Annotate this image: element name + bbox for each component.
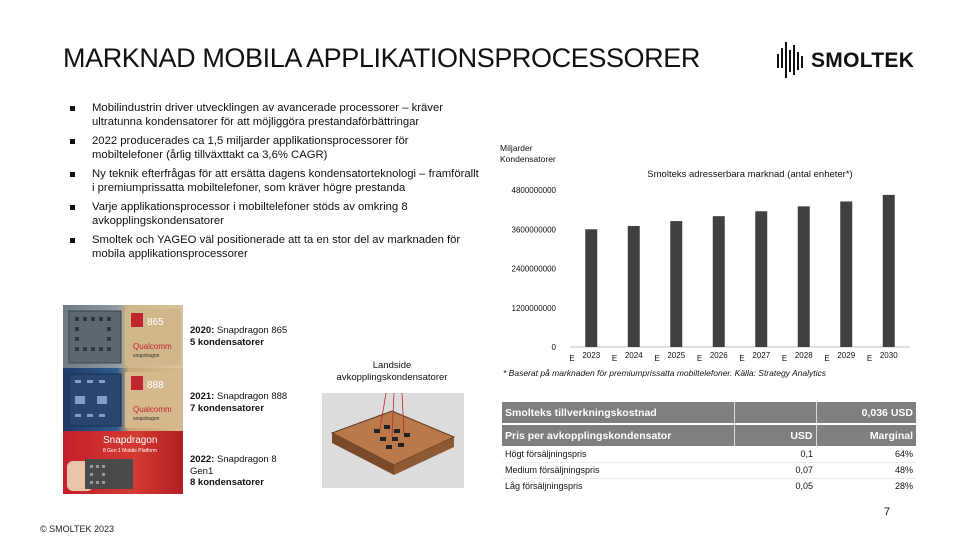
copyright: © SMOLTEK 2023 (40, 524, 114, 534)
x-tick-label: 2028 (794, 351, 813, 360)
chart-footnote: * Baserat på marknaden för premiumprissatta mobiltelefoner. Källa: Strategy Analytics (503, 368, 826, 378)
y-tick-label: 2400000000 (511, 264, 556, 274)
y-tick-label: 4800000000 (511, 186, 556, 195)
chip-name: Snapdragon 888 (216, 391, 288, 402)
cost-table (502, 402, 916, 494)
table-row (502, 446, 916, 462)
x-tick-suffix: E (654, 354, 660, 363)
cost-table-header-2 (502, 424, 916, 446)
chip-label-2022 (190, 454, 277, 489)
chart-ylabel-line2: Kondensatorer (500, 154, 556, 164)
chip-sub-text: 8 Gen 1 Mobile Platform (103, 448, 157, 454)
bullet-icon (70, 172, 75, 177)
chip-count: 7 kondensatorer (190, 402, 264, 414)
x-tick-suffix: E (866, 354, 873, 363)
x-tick-label: 2026 (709, 351, 728, 360)
bar-2025 (670, 221, 682, 347)
logo-text: SMOLTEK (811, 49, 915, 72)
table-row (502, 462, 916, 478)
bullet-item (70, 201, 480, 228)
price-header-margin: Marginal (816, 424, 916, 446)
cost-table-header-1 (502, 402, 916, 424)
x-tick-suffix: E (696, 354, 703, 363)
chip-count: 8 kondensatorer (190, 477, 264, 488)
manufacturing-cost-value: 0,036 USD (816, 402, 916, 424)
chip-name: Snapdragon 865 (216, 325, 288, 336)
bar-2027 (755, 211, 767, 347)
bar-2024 (628, 226, 640, 347)
landside-capacitor-image (322, 393, 464, 488)
chip-label-2021 (190, 391, 287, 414)
bullet-text: 2022 producerades ca 1,5 miljarder applikationsprocessorer för mobiltelefoner (årlig tillväxttakt ca 3,6% CAGR) (92, 135, 409, 161)
price-header-usd: USD (734, 424, 816, 446)
x-tick-label: 2030 (879, 351, 898, 360)
bar-2026 (713, 216, 725, 347)
table-row (502, 478, 916, 494)
bullet-icon (70, 238, 75, 243)
x-tick-label: 2029 (837, 351, 856, 360)
chip-name: Snapdragon 8 (216, 454, 277, 465)
chip-count: 5 kondensatorer (190, 336, 264, 348)
landside-label (318, 360, 466, 383)
chart-title: Smolteks adresserbara marknad (antal enheter*) (647, 169, 853, 180)
chip-year: 2021: (190, 391, 215, 402)
slide-title: MARKNAD MOBILA APPLIKATIONSPROCESSORER (63, 43, 700, 73)
row-margin: 48% (816, 462, 916, 478)
chip-sub-text: snapdragon (133, 416, 160, 422)
bullet-icon (70, 106, 75, 111)
x-tick-suffix: E (781, 354, 788, 363)
x-tick-label: 2023 (582, 351, 601, 360)
x-tick-suffix: E (611, 354, 618, 363)
bullet-icon (70, 139, 75, 144)
bullet-text: Mobilindustrin driver utvecklingen av avancerade processorer – kräver ultratunna kondensatorer för att möjliggöra prestandaförbättringar (92, 102, 443, 128)
bullet-item (70, 102, 480, 129)
smoltek-logo (776, 40, 916, 80)
row-usd: 0,05 (734, 478, 816, 494)
row-label: Medium försäljningspris (502, 462, 734, 478)
bar-2030 (883, 195, 895, 347)
snapdragon-888-image (63, 368, 183, 431)
bullet-text: Varje applikationsprocessor i mobiltelefoner stöds av omkring 8 avkopplingskondensatorer (92, 201, 408, 227)
smoltek-barcode-icon (776, 40, 806, 80)
chart-ylabel-line1: Miljarder (500, 143, 533, 153)
bullet-item (70, 168, 480, 195)
row-margin: 64% (894, 448, 913, 459)
manufacturing-cost-label: Smolteks tillverkningskostnad (502, 402, 734, 424)
price-header-label: Pris per avkopplingskondensator (502, 424, 734, 446)
x-tick-suffix: E (824, 354, 830, 363)
row-usd: 0,07 (734, 462, 816, 478)
y-tick-label: 0 (551, 343, 556, 352)
chip-brand-text: Qualcomm (133, 342, 172, 351)
chip-sub-text: snapdragon (133, 353, 160, 359)
x-tick-label: 2024 (624, 351, 643, 360)
chip-name-line2: Gen1 (190, 465, 214, 477)
x-tick-label: 2027 (752, 351, 771, 360)
landside-label-line1: Landside (372, 360, 412, 371)
landside-label-line2: avkopplingskondensatorer (336, 371, 448, 383)
chip-badge-text: Snapdragon (103, 435, 158, 446)
chip-badge-text: 865 (147, 317, 164, 328)
chip-label-2020 (190, 325, 287, 348)
bar-2028 (798, 206, 810, 347)
snapdragon-865-image (63, 305, 183, 368)
row-label: Högt försäljningspris (505, 448, 587, 459)
snapdragon-8-gen1-image (63, 431, 183, 494)
page-number: 7 (884, 506, 891, 518)
row-usd: 0,1 (800, 448, 813, 459)
x-tick-suffix: E (569, 354, 575, 363)
bullet-text: Ny teknik efterfrågas för att ersätta dagens kondensatorteknologi – framförallt i premiumprissatta mobiltelefoner, som kräver högre prestanda (92, 168, 479, 194)
bullet-list (70, 102, 480, 267)
market-bar-chart (500, 160, 920, 365)
bar-2029 (840, 201, 852, 347)
bullet-item (70, 234, 480, 261)
row-label: Låg försäljningspris (502, 478, 734, 494)
chip-badge-text: 888 (147, 380, 164, 391)
bullet-icon (70, 205, 75, 210)
bullet-item (70, 135, 480, 162)
chip-brand-text: Qualcomm (133, 405, 172, 414)
x-tick-label: 2025 (667, 351, 686, 360)
y-tick-label: 3600000000 (511, 225, 556, 235)
bullet-text: Smoltek och YAGEO väl positionerade att ta en stor del av marknaden för mobila applikationsprocessorer (92, 234, 461, 260)
chip-year: 2020: (190, 325, 215, 336)
chip-year: 2022: (190, 454, 215, 465)
manufacturing-cost-mid (734, 402, 816, 424)
row-margin: 28% (816, 478, 916, 494)
x-tick-suffix: E (739, 354, 745, 363)
bar-2023 (585, 229, 597, 347)
y-tick-label: 1200000000 (511, 303, 556, 313)
